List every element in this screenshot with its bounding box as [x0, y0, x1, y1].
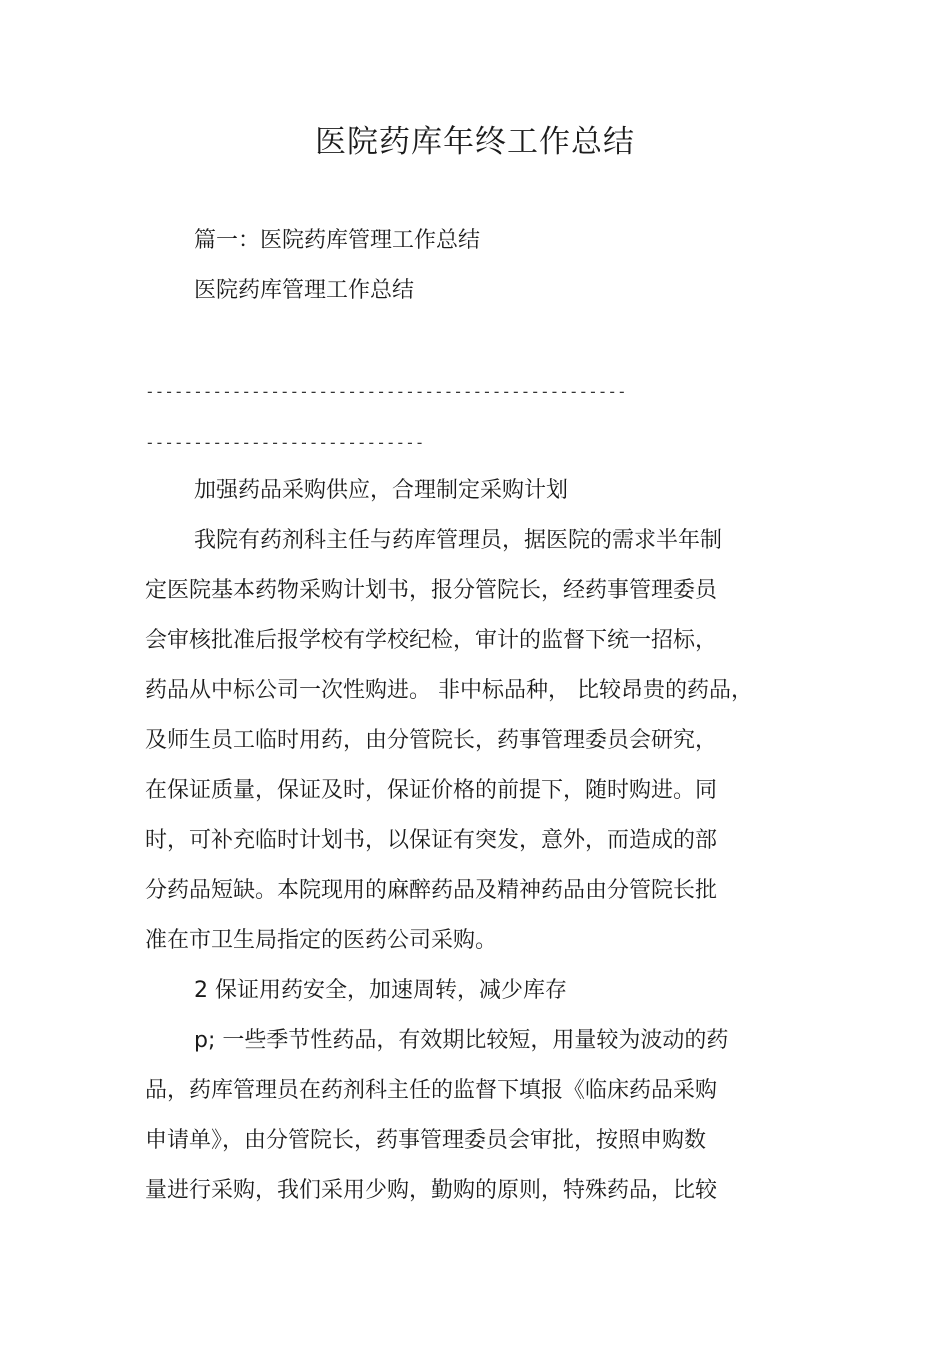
paragraph-line: 分药品短缺。本院现用的麻醉药品及精神药品由分管院长批	[145, 878, 718, 903]
separator-line: --------------------------------------------------	[145, 382, 627, 401]
paragraph-line: 药品从中标公司一次性购进。 非中标品种， 比较昂贵的药品，	[145, 678, 753, 703]
paragraph-line: 准在市卫生局指定的医药公司采购。	[145, 928, 498, 953]
paragraph-line: 定医院基本药物采购计划书，报分管院长，经药事管理委员	[145, 578, 718, 603]
section-subheading: 医院药库管理工作总结	[194, 278, 415, 303]
paragraph-heading: 加强药品采购供应，合理制定采购计划	[194, 478, 569, 503]
paragraph-line: 时，可补充临时计划书，以保证有突发，意外，而造成的部	[145, 828, 718, 853]
paragraph-line: 在保证质量，保证及时，保证价格的前提下，随时购进。同	[145, 778, 718, 803]
document-title: 医院药库年终工作总结	[315, 124, 635, 160]
separator-line: -----------------------------	[145, 433, 425, 452]
paragraph-line: 品，药库管理员在药剂科主任的监督下填报《临床药品采购	[145, 1078, 718, 1103]
section-heading: 篇一：医院药库管理工作总结	[194, 228, 481, 253]
paragraph-line: 会审核批准后报学校有学校纪检，审计的监督下统一招标，	[145, 628, 718, 653]
paragraph-line: p; 一些季节性药品，有效期比较短，用量较为波动的药	[194, 1028, 729, 1053]
paragraph-line: 申请单》，由分管院长，药事管理委员会审批，按照申购数	[145, 1128, 707, 1153]
paragraph-line: 量进行采购，我们采用少购，勤购的原则，特殊药品，比较	[145, 1178, 718, 1203]
paragraph-line: 我院有药剂科主任与药库管理员，据医院的需求半年制	[194, 528, 723, 553]
paragraph-line: 及师生员工临时用药，由分管院长，药事管理委员会研究，	[145, 728, 718, 753]
paragraph-heading: 2 保证用药安全，加速周转，减少库存	[194, 978, 567, 1003]
